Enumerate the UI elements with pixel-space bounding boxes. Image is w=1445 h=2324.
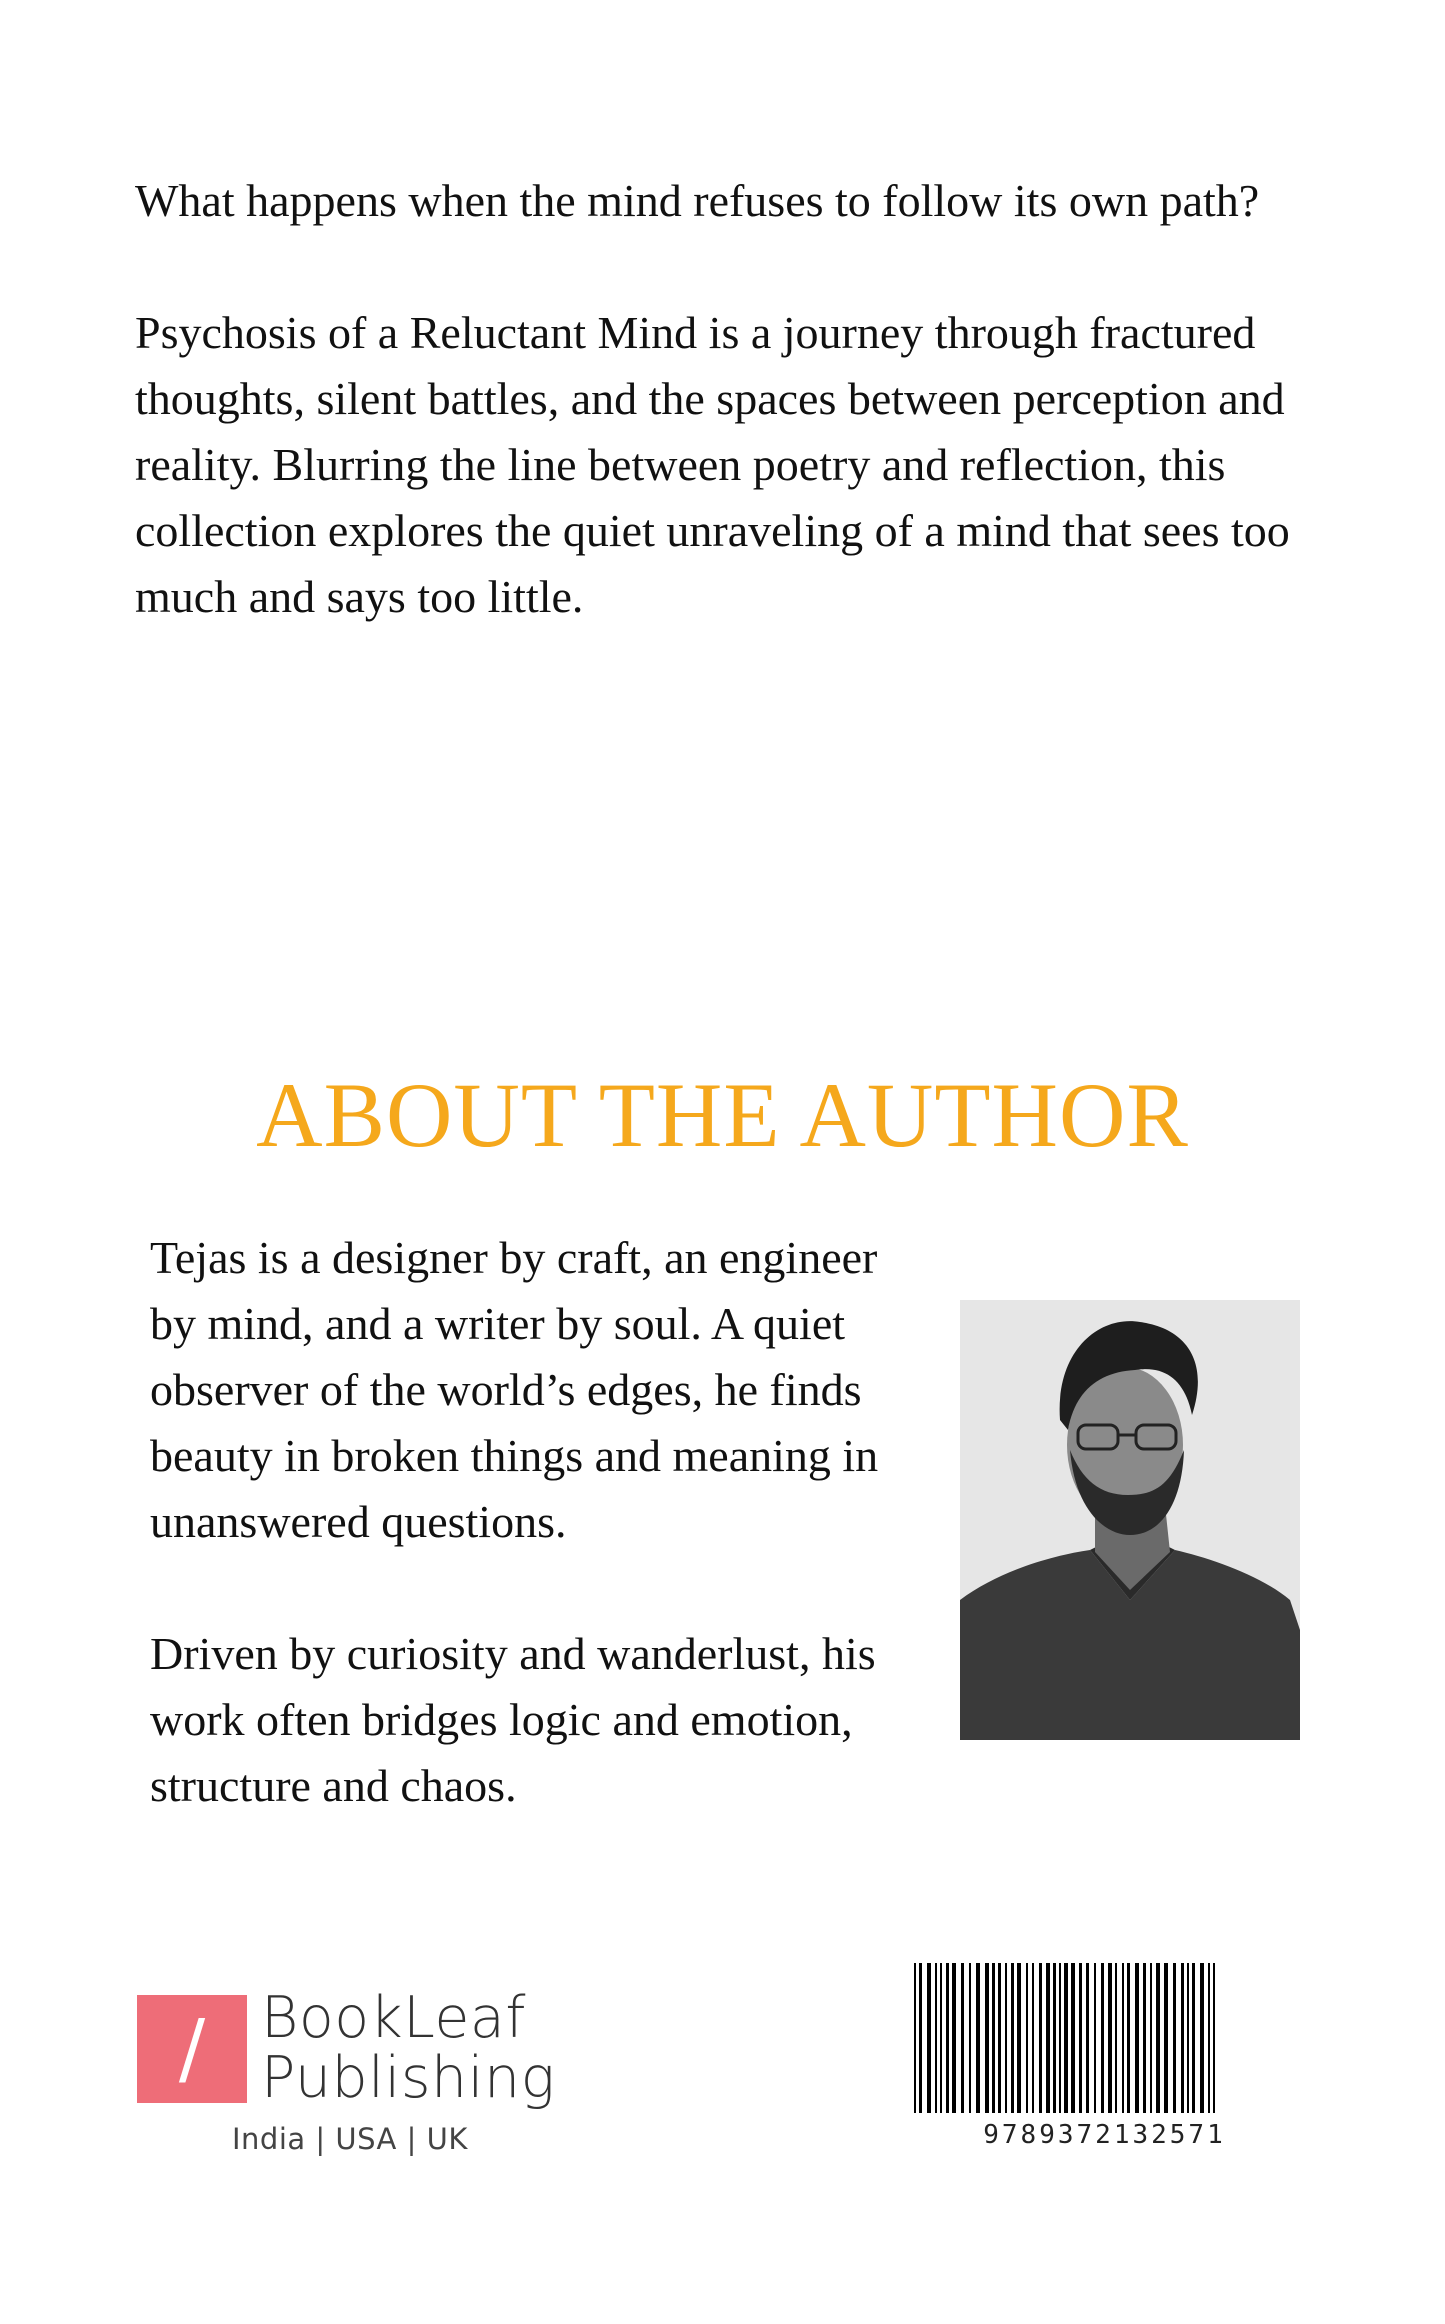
barcode-bar	[1017, 1963, 1021, 2113]
barcode-bar	[1108, 1963, 1112, 2113]
barcode-bar	[976, 1963, 980, 2113]
barcode-bar	[1005, 1963, 1007, 2113]
barcode-bar	[935, 1963, 937, 2113]
author-photo	[960, 1300, 1300, 1740]
barcode-bar	[1164, 1963, 1168, 2113]
publisher-regions: India | USA | UK	[232, 2122, 468, 2156]
blurb-description: Psychosis of a Reluctant Mind is a journey through fractured thoughts, silent battles, and the spaces between perception and reality. Blurring the line between poetry and reflection, this collection explores the quiet unraveling of a mind that sees too much and says too little.	[135, 307, 1290, 622]
barcode-bar	[1150, 1963, 1152, 2113]
barcode-bar	[1187, 1963, 1189, 2113]
about-author-heading: ABOUT THE AUTHOR	[256, 1064, 1189, 1166]
publisher-name	[261, 1985, 556, 2111]
barcode-bar	[1122, 1963, 1124, 2113]
barcode-bar	[914, 1963, 916, 2113]
barcode-bar	[1181, 1963, 1184, 2113]
barcode-bar	[1127, 1963, 1130, 2113]
barcode-bar	[961, 1963, 964, 2113]
barcode-bar	[969, 1963, 971, 2113]
barcode-bar	[940, 1963, 942, 2113]
barcode-bar	[1064, 1963, 1068, 2113]
barcode-bar	[1039, 1963, 1042, 2113]
barcode-bar	[1026, 1963, 1028, 2113]
barcode-bar	[1059, 1963, 1061, 2113]
barcode-bar	[1135, 1963, 1139, 2113]
author-bio	[150, 1225, 910, 1885]
isbn-number: 9789372132571	[983, 2120, 1226, 2150]
barcode-bar	[985, 1963, 989, 2113]
barcode-bar	[998, 1963, 1001, 2113]
publisher-name-line-1: BookLeaf	[261, 1985, 526, 2051]
barcode-bar	[1208, 1963, 1210, 2113]
barcode-bar	[946, 1963, 949, 2113]
barcode-bar	[1094, 1963, 1096, 2113]
barcode-bar	[1213, 1963, 1215, 2113]
barcode-bar	[1046, 1963, 1050, 2113]
barcode-bar	[1032, 1963, 1034, 2113]
back-cover-blurb	[135, 168, 1315, 696]
publisher-logo-mark	[137, 1995, 247, 2103]
barcode-bar	[1143, 1963, 1146, 2113]
isbn-barcode	[912, 1963, 1297, 2113]
barcode-bar	[919, 1963, 922, 2113]
barcode-bar	[927, 1963, 931, 2113]
slash-icon: /	[178, 2004, 206, 2094]
barcode-bar	[1115, 1963, 1117, 2113]
publisher-name-line-2: Publishing	[261, 2045, 556, 2111]
barcode-bar	[1192, 1963, 1195, 2113]
author-bio-paragraph-2: Driven by curiosity and wanderlust, his work often bridges logic and emotion, structure and chaos.	[150, 1628, 876, 1811]
barcode-bar	[992, 1963, 995, 2113]
barcode-bar	[1053, 1963, 1056, 2113]
barcode-bar	[1086, 1963, 1089, 2113]
barcode-bar	[1156, 1963, 1160, 2113]
barcode-bar	[1011, 1963, 1014, 2113]
barcode-bar	[1200, 1963, 1204, 2113]
barcode-bar	[1101, 1963, 1104, 2113]
barcode-bar	[1173, 1963, 1176, 2113]
author-bio-paragraph-1: Tejas is a designer by craft, an engineer by mind, and a writer by soul. A quiet observer of the world’s edges, he finds beauty in broken things and meaning in unanswered questions.	[150, 1232, 879, 1547]
barcode-bar	[1071, 1963, 1075, 2113]
blurb-question: What happens when the mind refuses to follow its own path?	[135, 175, 1260, 226]
barcode-bar	[1079, 1963, 1082, 2113]
barcode-bar	[952, 1963, 956, 2113]
